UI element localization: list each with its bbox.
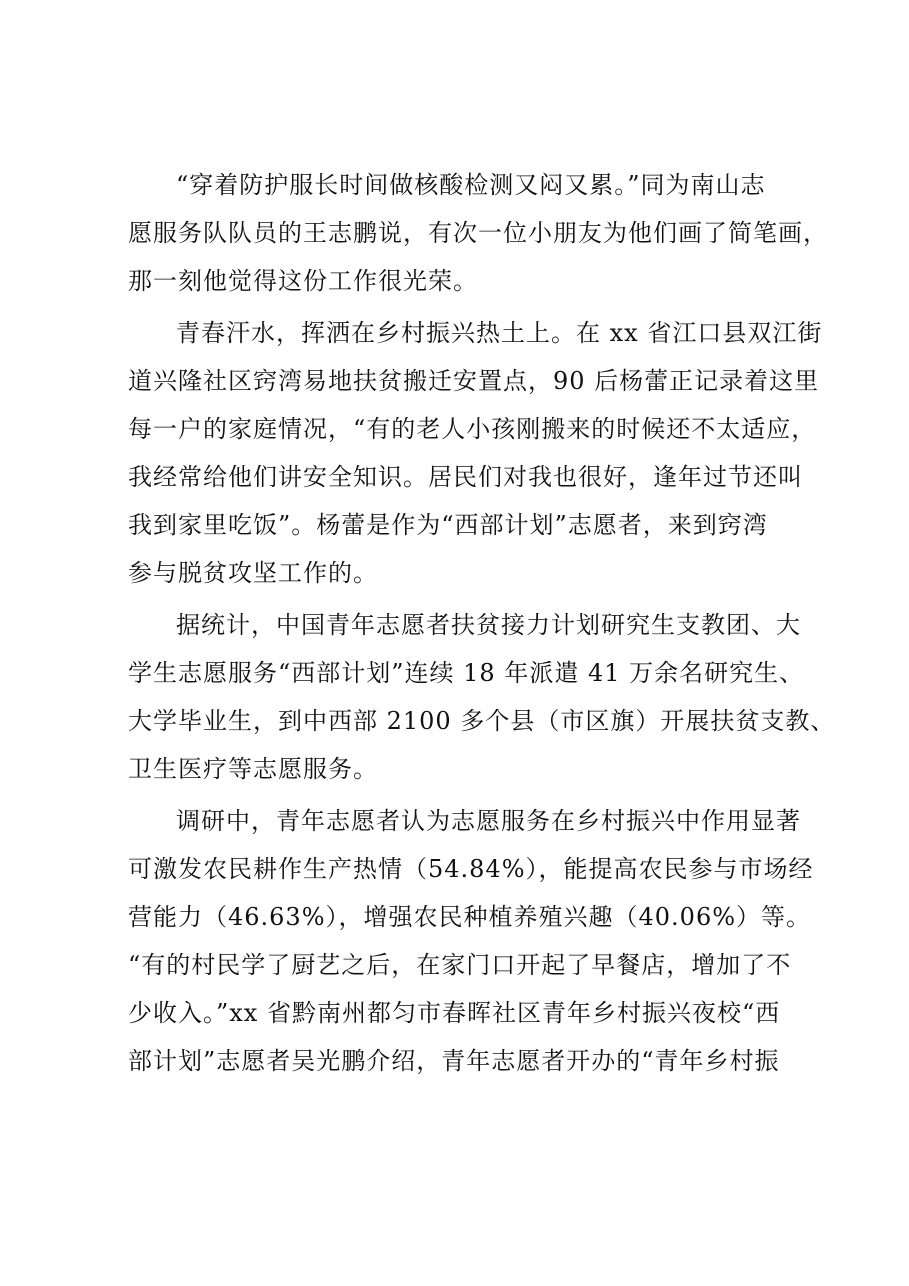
text-line: 部计划”志愿者吴光鹏介绍，青年志愿者开办的“青年乡村振 [128, 1047, 780, 1075]
paragraph-2 [128, 309, 823, 597]
text-line: 学生志愿服务“西部计划”连续 18 年派遣 41 万余名研究生、 [128, 659, 805, 687]
text-line: 道兴隆社区窍湾易地扶贫搬迁安置点，90 后杨蕾正记录着这里 [128, 367, 820, 395]
text-line: 据统计，中国青年志愿者扶贫接力计划研究生支教团、大 [176, 611, 801, 639]
text-line: 青春汗水，挥洒在乡村振兴热土上。在 xx 省江口县双江街 [176, 319, 823, 347]
text-line: 卫生医疗等志愿服务。 [128, 755, 378, 783]
text-line: 每一户的家庭情况，“有的老人小孩刚搬来的时候还不太适应， [128, 415, 817, 443]
text-line: 少收入。”xx 省黔南州都匀市春晖社区青年乡村振兴夜校“西 [128, 999, 781, 1027]
document-body [128, 161, 836, 1089]
text-line: 我经常给他们讲安全知识。居民们对我也很好，逢年过节还叫 [128, 463, 803, 491]
text-line: 愿服务队队员的王志鹏说，有次一位小朋友为他们画了简笔画， [128, 219, 828, 247]
text-line: “有的村民学了厨艺之后，在家门口开起了早餐店，增加了不 [128, 951, 792, 979]
text-line: 那一刻他觉得这份工作很光荣。 [128, 267, 478, 295]
text-line: 参与脱贫攻坚工作的。 [128, 559, 378, 587]
text-line: 大学毕业生，到中西部 2100 多个县（市区旗）开展扶贫支教、 [128, 707, 836, 735]
text-line: 营能力（46.63%），增强农民种植养殖兴趣（40.06%）等。 [128, 903, 812, 931]
text-line: 我到家里吃饭”。杨蕾是作为“西部计划”志愿者，来到窍湾 [128, 511, 768, 539]
paragraph-3 [128, 601, 836, 793]
text-line: 调研中，青年志愿者认为志愿服务在乡村振兴中作用显著 [176, 807, 801, 835]
paragraph-1 [128, 161, 828, 305]
text-line: “穿着防护服长时间做核酸检测又闷又累。”同为南山志 [176, 171, 766, 199]
text-line: 可激发农民耕作生产热情（54.84%），能提高农民参与市场经 [128, 855, 814, 883]
paragraph-4 [128, 797, 814, 1085]
